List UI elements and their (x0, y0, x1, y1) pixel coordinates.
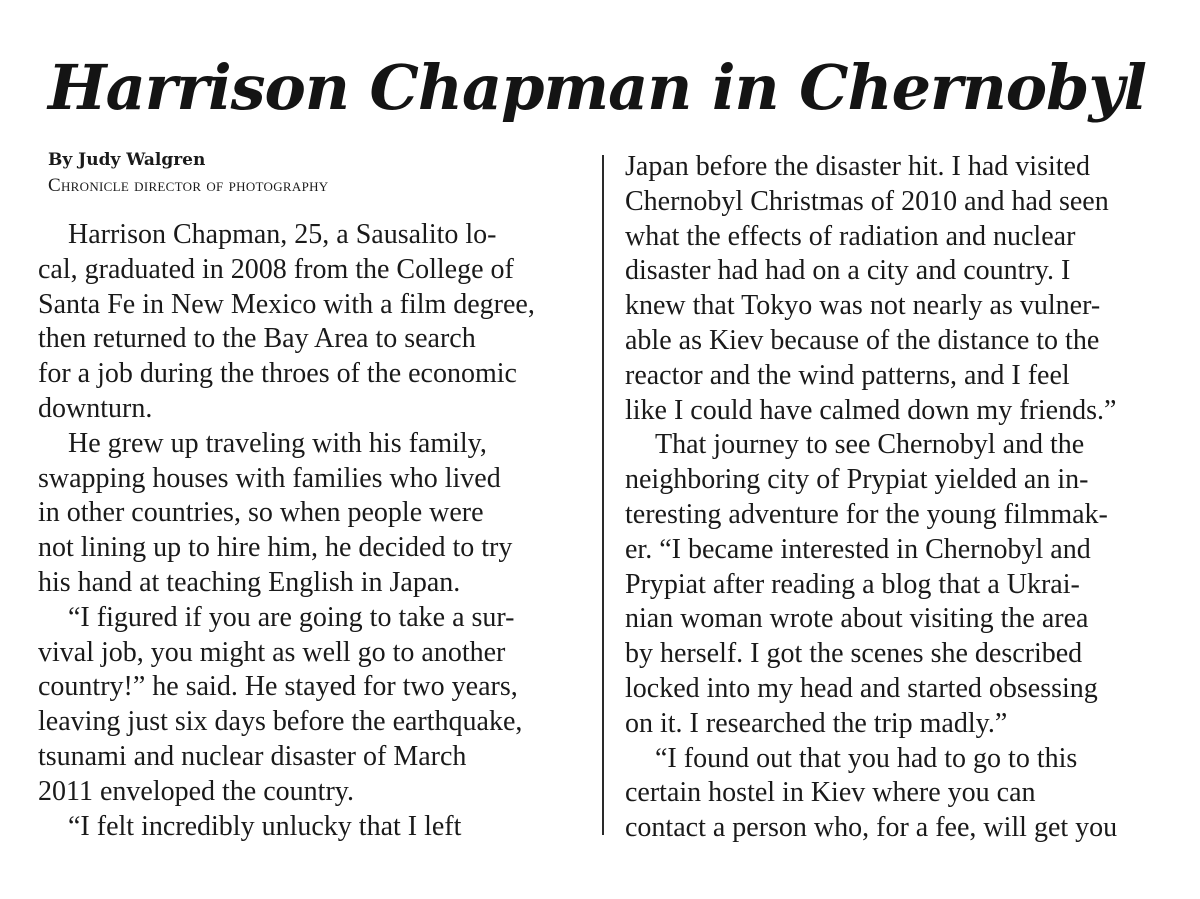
text-line: “I felt incredibly unlucky that I left (68, 810, 462, 842)
headline: Harrison Chapman in Chernobyl (48, 51, 1147, 124)
text-line: knew that Tokyo was not nearly as vulner- (625, 290, 1101, 322)
text-line: nian woman wrote about visiting the area (625, 603, 1089, 635)
text-line: downturn. (38, 392, 153, 424)
text-line: “I found out that you had to go to this (655, 742, 1078, 774)
text-line: contact a person who, for a fee, will get you (625, 812, 1118, 844)
text-line: er. “I became interested in Chernobyl and (625, 533, 1091, 565)
text-line: not lining up to hire him, he decided to try (38, 532, 513, 564)
article-column-left (38, 218, 598, 844)
text-line: vival job, you might as well go to another (38, 636, 506, 668)
text-line: like I could have calmed down my friends.” (625, 394, 1117, 426)
text-line: then returned to the Bay Area to search (38, 323, 476, 355)
text-line: leaving just six days before the earthquake, (38, 706, 523, 738)
text-line: tsunami and nuclear disaster of March (38, 740, 467, 772)
text-line: locked into my head and started obsessing (625, 672, 1098, 704)
text-line: 2011 enveloped the country. (38, 775, 354, 807)
text-line: on it. I researched the trip madly.” (625, 707, 1008, 739)
text-line: That journey to see Chernobyl and the (655, 429, 1085, 461)
text-line: by herself. I got the scenes she described (625, 638, 1083, 670)
text-line: able as Kiev because of the distance to the (625, 324, 1100, 356)
column-divider (602, 155, 604, 835)
text-line: country!” he said. He stayed for two years, (38, 671, 518, 703)
text-line: “I figured if you are going to take a sur- (68, 601, 515, 633)
article-column-right (625, 150, 1185, 846)
text-line: Japan before the disaster hit. I had visited (625, 151, 1090, 182)
text-line: disaster had had on a city and country. I (625, 255, 1071, 287)
byline-author: By Judy Walgren (48, 150, 206, 170)
text-line: teresting adventure for the young filmmak- (625, 498, 1108, 530)
text-line: Santa Fe in New Mexico with a film degree, (38, 288, 535, 320)
text-line: Chernobyl Christmas of 2010 and had seen (625, 185, 1109, 217)
text-line: for a job during the throes of the economic (38, 358, 517, 390)
text-line: He grew up traveling with his family, (68, 427, 487, 459)
text-line: what the effects of radiation and nuclear (625, 220, 1076, 252)
text-line: Harrison Chapman, 25, a Sausalito lo- (68, 219, 497, 250)
text-line: his hand at teaching English in Japan. (38, 566, 461, 598)
text-line: cal, graduated in 2008 from the College of (38, 253, 514, 285)
byline-title: Chronicle director of photography (48, 175, 329, 196)
text-line: Prypiat after reading a blog that a Ukrai- (625, 568, 1080, 600)
text-line: reactor and the wind patterns, and I feel (625, 359, 1070, 391)
text-line: swapping houses with families who lived (38, 462, 501, 494)
text-line: certain hostel in Kiev where you can (625, 777, 1036, 809)
text-line: neighboring city of Prypiat yielded an in- (625, 464, 1089, 496)
text-line: in other countries, so when people were (38, 497, 484, 529)
